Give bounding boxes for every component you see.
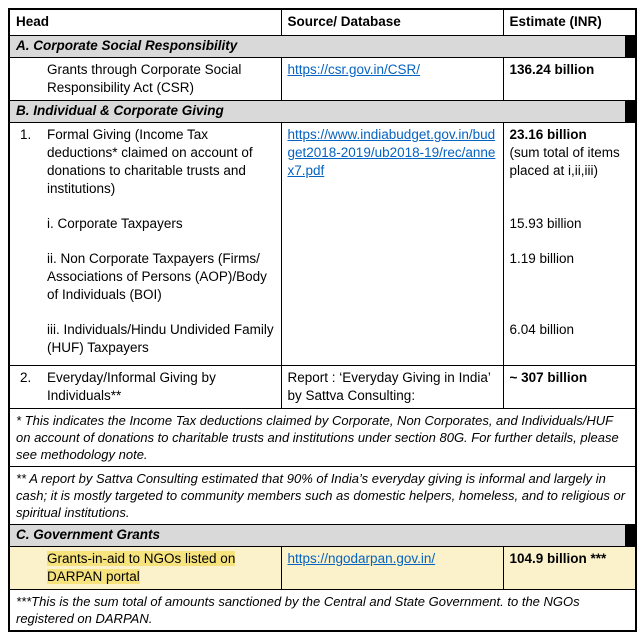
item-iii-estimate-value: 6.04 billion <box>503 318 636 366</box>
item-ii-estimate-value: 1.19 billion <box>503 247 636 318</box>
row-darpan <box>9 547 636 590</box>
footnote-row-1 <box>9 409 636 467</box>
indiabudget-link[interactable]: https://www.indiabudget.gov.in/budget2018-2019/ub2018-19/rec/annex7.pdf <box>287 127 496 178</box>
row-csr <box>9 58 636 101</box>
section-row-a <box>9 36 636 58</box>
item-ii-head-text: ii. Non Corporate Taxpayers (Firms/ Associations of Persons (AOP)/Body of Individuals (BOI) <box>9 247 281 318</box>
section-b-title: B. Individual & Corporate Giving <box>16 103 224 118</box>
table-header-row <box>9 9 636 36</box>
giving-estimates-table <box>8 8 637 632</box>
item-i-estimate-value: 15.93 billion <box>503 212 636 247</box>
csr-estimate-value: 136.24 billion <box>503 58 636 101</box>
everyday-head-text: Everyday/Informal Giving by Individuals** <box>47 370 216 403</box>
darpan-head-text: Grants-in-aid to NGOs listed on DARPAN portal <box>47 551 236 584</box>
footnote-text-1: * This indicates the Income Tax deductions claimed by Corporate, Non Corporates, and Individuals/HUF on account of donations to charitable trusts and institutions under section 80G. For further details, please see methodology note. <box>9 409 636 467</box>
footnote-row-2 <box>9 467 636 525</box>
section-row-c <box>9 525 636 547</box>
row-formal-item-ii <box>9 247 636 318</box>
formal-estimate-value: 23.16 billion <box>509 127 587 142</box>
column-header-source: Source/ Database <box>281 9 503 36</box>
darpan-estimate-value: 104.9 billion *** <box>503 547 636 590</box>
formal-estimate-note: (sum total of items placed at i,ii,iii) <box>509 145 620 178</box>
black-mark <box>625 35 637 58</box>
row-formal-item-iii <box>9 318 636 366</box>
black-mark <box>625 524 637 547</box>
everyday-source-text: Report : ‘Everyday Giving in India’ by Sattva Consulting: <box>281 366 503 409</box>
footnote-text-3: ***This is the sum total of amounts sanctioned by the Central and State Government. to the NGOs registered on DARPAN. <box>9 590 636 632</box>
section-row-b <box>9 101 636 123</box>
ngodarpan-link[interactable]: https://ngodarpan.gov.in/ <box>287 551 436 566</box>
row-number: 1. <box>20 127 32 142</box>
item-iii-head-text: iii. Individuals/Hindu Undivided Family (HUF) Taxpayers <box>9 318 281 366</box>
footnote-row-3 <box>9 590 636 632</box>
csr-link[interactable]: https://csr.gov.in/CSR/ <box>287 62 421 77</box>
section-c-title: C. Government Grants <box>16 527 161 542</box>
formal-head-text: Formal Giving (Income Tax deductions* claimed on account of donations to charitable trusts and institutions) <box>47 127 253 196</box>
row-everyday-giving <box>9 366 636 409</box>
item-i-head-text: i. Corporate Taxpayers <box>9 212 281 247</box>
column-header-estimate: Estimate (INR) <box>503 9 636 36</box>
footnote-text-2: ** A report by Sattva Consulting estimated that 90% of India’s everyday giving is informal and largely in cash; it is mostly targeted to community members such as domestic helpers, homeless, and to religious or spiritual institutions. <box>9 467 636 525</box>
section-a-title: A. Corporate Social Responsibility <box>16 38 238 53</box>
row-number: 2. <box>20 370 32 385</box>
column-header-head: Head <box>9 9 281 36</box>
row-formal-giving <box>9 123 636 213</box>
black-mark <box>625 100 637 123</box>
everyday-estimate-value: ~ 307 billion <box>503 366 636 409</box>
row-formal-item-i <box>9 212 636 247</box>
csr-head-text: Grants through Corporate Social Responsibility Act (CSR) <box>9 58 281 101</box>
